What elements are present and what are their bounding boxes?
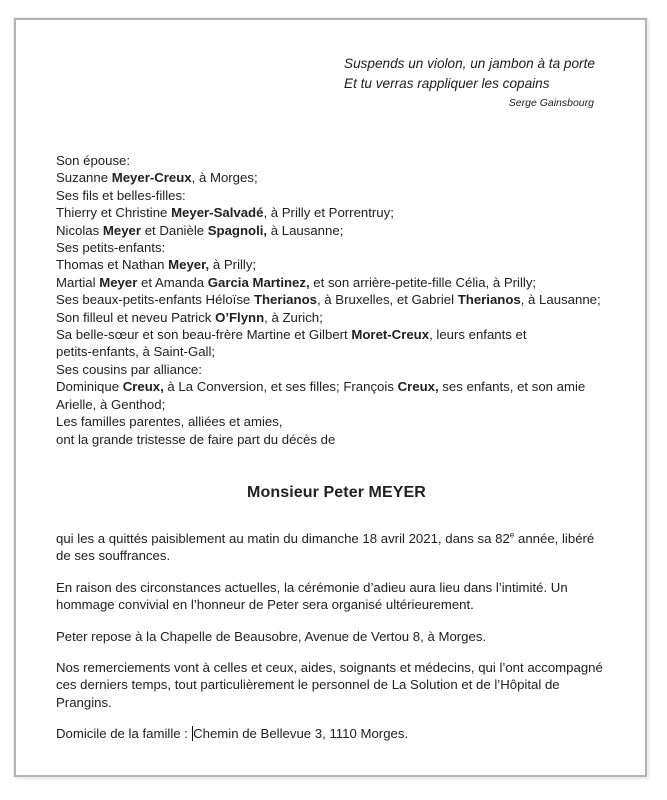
name-bold-segment: Therianos xyxy=(457,292,521,308)
name-bold-segment: Meyer, xyxy=(168,257,210,273)
text-segment: Nicolas xyxy=(56,222,103,238)
text-segment: Ses fils et belles-filles: xyxy=(56,187,186,203)
text-segment: et Amanda xyxy=(137,274,208,290)
family-announcement-list xyxy=(56,152,617,448)
paragraph-line xyxy=(56,547,617,564)
paragraph-line xyxy=(56,596,617,613)
text-segment: , à Bruxelles, et Gabriel xyxy=(316,292,458,308)
text-segment: Nos remerciements vont à celles et ceux, aides, soignants et médecins, qui l’ont accompagné xyxy=(56,659,603,675)
text-segment: hommage convivial en l’honneur de Peter sera organisé ultérieurement. xyxy=(56,597,474,613)
text-segment: , à Prilly et Porrentruy; xyxy=(263,205,394,221)
text-segment: , à Morges; xyxy=(191,170,258,186)
text-segment: ses enfants, et son amie xyxy=(438,379,586,395)
family-line xyxy=(56,239,617,256)
paragraph-line xyxy=(56,659,617,676)
paragraph xyxy=(56,725,617,742)
name-bold-segment: O’Flynn xyxy=(215,309,265,325)
family-line xyxy=(56,378,617,395)
paragraph-line xyxy=(56,628,617,645)
text-segment: Domicile de la famille : xyxy=(56,726,192,742)
text-segment: de ses souffrances. xyxy=(56,548,171,564)
text-segment: qui les a quittés paisiblement au matin du dimanche 18 avril 2021, dans sa 82 xyxy=(56,530,510,546)
deceased-name-title: Monsieur Peter MEYER xyxy=(247,483,426,501)
text-segment: Chemin de Bellevue 3, 1110 Morges. xyxy=(193,726,409,742)
family-line xyxy=(56,274,617,291)
paragraph xyxy=(56,579,617,614)
paragraph xyxy=(56,530,617,565)
text-segment: Ses cousins par alliance: xyxy=(56,361,202,377)
quote-line-1: Suspends un violon, un jambon à ta porte xyxy=(344,56,595,71)
name-bold-segment: Meyer-Creux xyxy=(111,170,192,186)
text-segment: Peter repose à la Chapelle de Beausobre, Avenue de Vertou 8, à Morges. xyxy=(56,628,487,644)
paragraph-line xyxy=(56,694,617,711)
family-line xyxy=(56,169,617,186)
paragraph xyxy=(56,628,617,645)
paragraph-line xyxy=(56,530,617,547)
family-line xyxy=(56,326,617,343)
text-segment: année, libéré xyxy=(514,530,595,546)
text-segment: et son arrière-petite-fille Célia, à Prilly; xyxy=(309,274,537,290)
text-segment: petits-enfants, à Saint-Gall; xyxy=(56,344,216,360)
name-bold-segment: Meyer-Salvadé xyxy=(171,205,264,221)
text-segment: Son filleul et neveu Patrick xyxy=(56,309,216,325)
text-segment: , à Lausanne; xyxy=(520,292,601,308)
name-bold-segment: Meyer xyxy=(99,274,138,290)
family-line xyxy=(56,343,617,360)
paragraph-line xyxy=(56,725,617,742)
text-segment: Arielle, à Genthod; xyxy=(56,396,166,412)
quote-attribution: Serge Gainsbourg xyxy=(508,97,594,109)
name-bold-segment: Spagnoli, xyxy=(207,222,268,238)
text-segment: Dominique xyxy=(56,379,123,395)
announcement-paragraphs xyxy=(56,530,617,743)
text-segment: Suzanne xyxy=(56,170,112,186)
family-line xyxy=(56,431,617,448)
text-segment: à Lausanne; xyxy=(267,222,344,238)
document-page[interactable] xyxy=(14,18,647,777)
text-segment: et Danièle xyxy=(141,222,208,238)
quote-line-2: Et tu verras rappliquer les copains xyxy=(344,76,550,91)
text-segment: ont la grande tristesse de faire part du décès de xyxy=(56,431,336,447)
epigraph-quote xyxy=(344,54,604,110)
text-segment: Thomas et Nathan xyxy=(56,257,169,273)
text-segment: Sa belle-sœur et son beau-frère Martine et Gilbert xyxy=(56,327,352,343)
family-line xyxy=(56,222,617,239)
text-segment: Martial xyxy=(56,274,100,290)
text-segment: Ses petits-enfants: xyxy=(56,240,166,256)
family-line xyxy=(56,361,617,378)
text-segment: e xyxy=(509,530,515,540)
family-line xyxy=(56,152,617,169)
text-segment: En raison des circonstances actuelles, la cérémonie d’adieu aura lieu dans l’intimité. Un xyxy=(56,579,568,595)
paragraph xyxy=(56,659,617,711)
text-segment: Prangins. xyxy=(56,694,112,710)
family-line xyxy=(56,256,617,273)
family-line xyxy=(56,309,617,326)
family-line xyxy=(56,204,617,221)
name-bold-segment: Creux, xyxy=(397,379,439,395)
paragraph-line xyxy=(56,579,617,596)
text-segment: ces derniers temps, tout particulièrement le personnel de La Solution et de l’Hôpital de xyxy=(56,677,560,693)
family-line xyxy=(56,413,617,430)
text-segment: Thierry et Christine xyxy=(56,205,172,221)
text-segment: Les familles parentes, alliées et amies, xyxy=(56,414,283,430)
text-segment: , à Zurich; xyxy=(264,309,323,325)
text-segment: à Prilly; xyxy=(209,257,257,273)
text-segment: Son épouse: xyxy=(56,153,131,168)
family-line xyxy=(56,291,617,308)
name-bold-segment: Creux, xyxy=(122,379,164,395)
name-bold-segment: Garcia Martinez, xyxy=(207,274,310,290)
name-bold-segment: Meyer xyxy=(102,222,142,238)
text-segment: Ses beaux-petits-enfants Héloïse xyxy=(56,292,254,308)
name-bold-segment: Therianos xyxy=(253,292,317,308)
family-line xyxy=(56,187,617,204)
text-segment: , leurs enfants et xyxy=(429,327,527,343)
paragraph-line xyxy=(56,676,617,693)
family-line xyxy=(56,396,617,413)
text-segment: à La Conversion, et ses filles; François xyxy=(163,379,398,395)
name-bold-segment: Moret-Creux xyxy=(351,327,430,343)
